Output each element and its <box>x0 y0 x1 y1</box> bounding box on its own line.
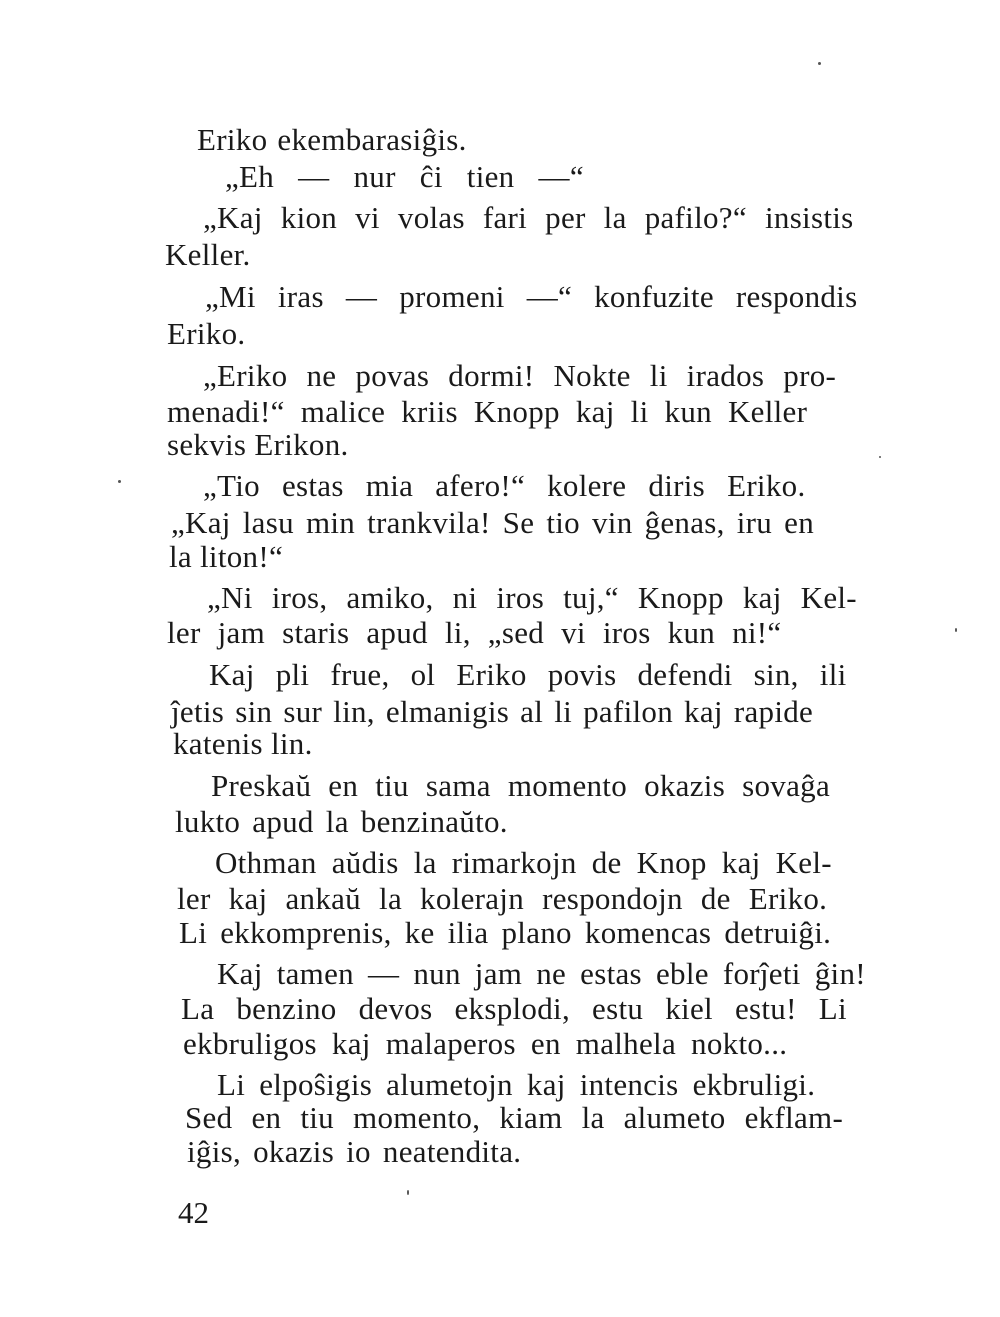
text-line: Othman aŭdis la rimarkojn de Knop kaj Kel- <box>215 845 832 880</box>
text-line: Eriko ekembarasiĝis. <box>197 122 467 157</box>
text-line: „Eriko ne povas dormi! Nokte li irados pro- <box>203 358 837 393</box>
text-line: menadi!“ malice kriis Knopp kaj li kun Keller <box>167 394 808 429</box>
text-line: Li elpoŝigis alumetojn kaj intencis ekbruligi. <box>217 1067 816 1102</box>
text-line: „Ni iros, amiko, ni iros tuj,“ Knopp kaj Kel- <box>207 580 857 615</box>
text-line: ekbruligos kaj malaperos en malhela nokto... <box>183 1026 788 1061</box>
text-line: „Kaj kion vi volas fari per la pafilo?“ insistis <box>203 200 854 235</box>
text-line: la liton!“ <box>169 539 284 574</box>
text-line: „Eh — nur ĉi tien —“ <box>225 159 584 194</box>
text-line: „Kaj lasu min trankvila! Se tio vin ĝenas, iru en <box>171 505 814 540</box>
text-line: La benzino devos eksplodi, estu kiel estu! Li <box>181 991 847 1026</box>
text-line: katenis lin. <box>173 726 313 761</box>
print-speck <box>407 1190 409 1195</box>
print-speck <box>879 456 881 458</box>
text-line: ĵetis sin sur lin, elmanigis al li pafilon kaj rapide <box>171 694 814 729</box>
text-line: Kaj pli frue, ol Eriko povis defendi sin, ili <box>209 657 847 692</box>
text-line: sekvis Erikon. <box>167 427 349 462</box>
text-line: Preskaŭ en tiu sama momento okazis sovaĝa <box>211 768 831 803</box>
text-line: „Tio estas mia afero!“ kolere diris Eriko. <box>203 468 806 503</box>
text-line: Keller. <box>165 237 251 272</box>
text-line: Kaj tamen — nun jam ne estas eble forĵeti ĝin! <box>217 956 866 991</box>
text-line: Sed en tiu momento, kiam la alumeto ekflam- <box>185 1100 844 1135</box>
print-speck <box>955 628 957 632</box>
text-line: Li ekkomprenis, ke ilia plano komencas detruiĝi. <box>179 915 832 950</box>
print-speck <box>818 62 821 65</box>
text-line: lukto apud la benzinaŭto. <box>175 804 508 839</box>
text-line: ler kaj ankaŭ la kolerajn respondojn de Eriko. <box>177 881 828 916</box>
text-line: iĝis, okazis io neatendita. <box>187 1134 522 1169</box>
text-line: „Mi iras — promeni —“ konfuzite respondis <box>205 279 858 314</box>
print-speck <box>118 480 121 483</box>
text-line: Eriko. <box>167 316 246 351</box>
text-line: ler jam staris apud li, „sed vi iros kun ni!“ <box>167 615 782 650</box>
page-number: 42 <box>178 1195 209 1230</box>
